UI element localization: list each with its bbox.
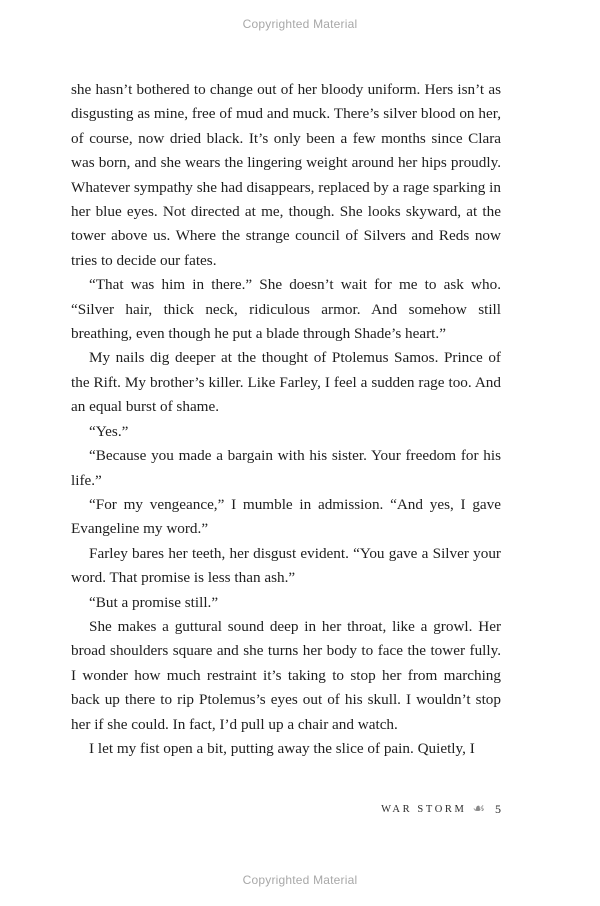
paragraph: I let my fist open a bit, putting away the slice of pain. Quietly, I [89,739,475,757]
paragraph: My nails dig deeper at the thought of Ptolemus Samos. Prince of the Rift. My brother’s killer. Like Farley, I feel a sudden rage too. And an equal burst of shame. [71,349,501,416]
page-number: 5 [495,802,501,816]
running-title: WAR STORM [381,804,467,815]
paragraph: “Yes.” [89,422,129,440]
paragraph: “But a promise still.” [89,593,219,611]
page-body [71,78,501,761]
paragraph: “That was him in there.” She doesn’t wait for me to ask who. “Silver hair, thick neck, ridiculous armor. And somehow still breathing, even though he put a blade through Shade’s heart.” [71,276,501,343]
copyright-watermark-bottom: Copyrighted Material [242,873,358,887]
copyright-watermark-top: Copyrighted Material [242,17,358,31]
running-footer [381,802,501,817]
paragraph: she hasn’t bothered to change out of her bloody uniform. Hers isn’t as disgusting as mine, free of mud and muck. There’s silver blood on her, of course, now dried black. It’s only been a few months since Clara was born, and she wears the lingering weight around her hips proudly. Whatever sympathy she had disappears, replaced by a rage sparking in her blue eyes. Not directed at me, though. She looks skyward, at the tower above us. Where the strange council of Silvers and Reds now tries to decide our fates. [71,81,501,269]
paragraph: “For my vengeance,” I mumble in admission. “And yes, I gave Evangeline my word.” [71,495,501,538]
paragraph: Farley bares her teeth, her disgust evident. “You gave a Silver your word. That promise is less than ash.” [71,544,501,587]
fleuron-icon: ☙ [472,801,485,817]
paragraph: She makes a guttural sound deep in her throat, like a growl. Her broad shoulders square and she turns her body to face the tower fully. I wonder how much restraint it’s taking to stop her from marching back up there to rip Ptolemus’s eyes out of his skull. I wouldn’t stop her if she could. In fact, I’d pull up a chair and watch. [71,617,501,733]
paragraph: “Because you made a bargain with his sister. Your freedom for his life.” [71,447,501,489]
